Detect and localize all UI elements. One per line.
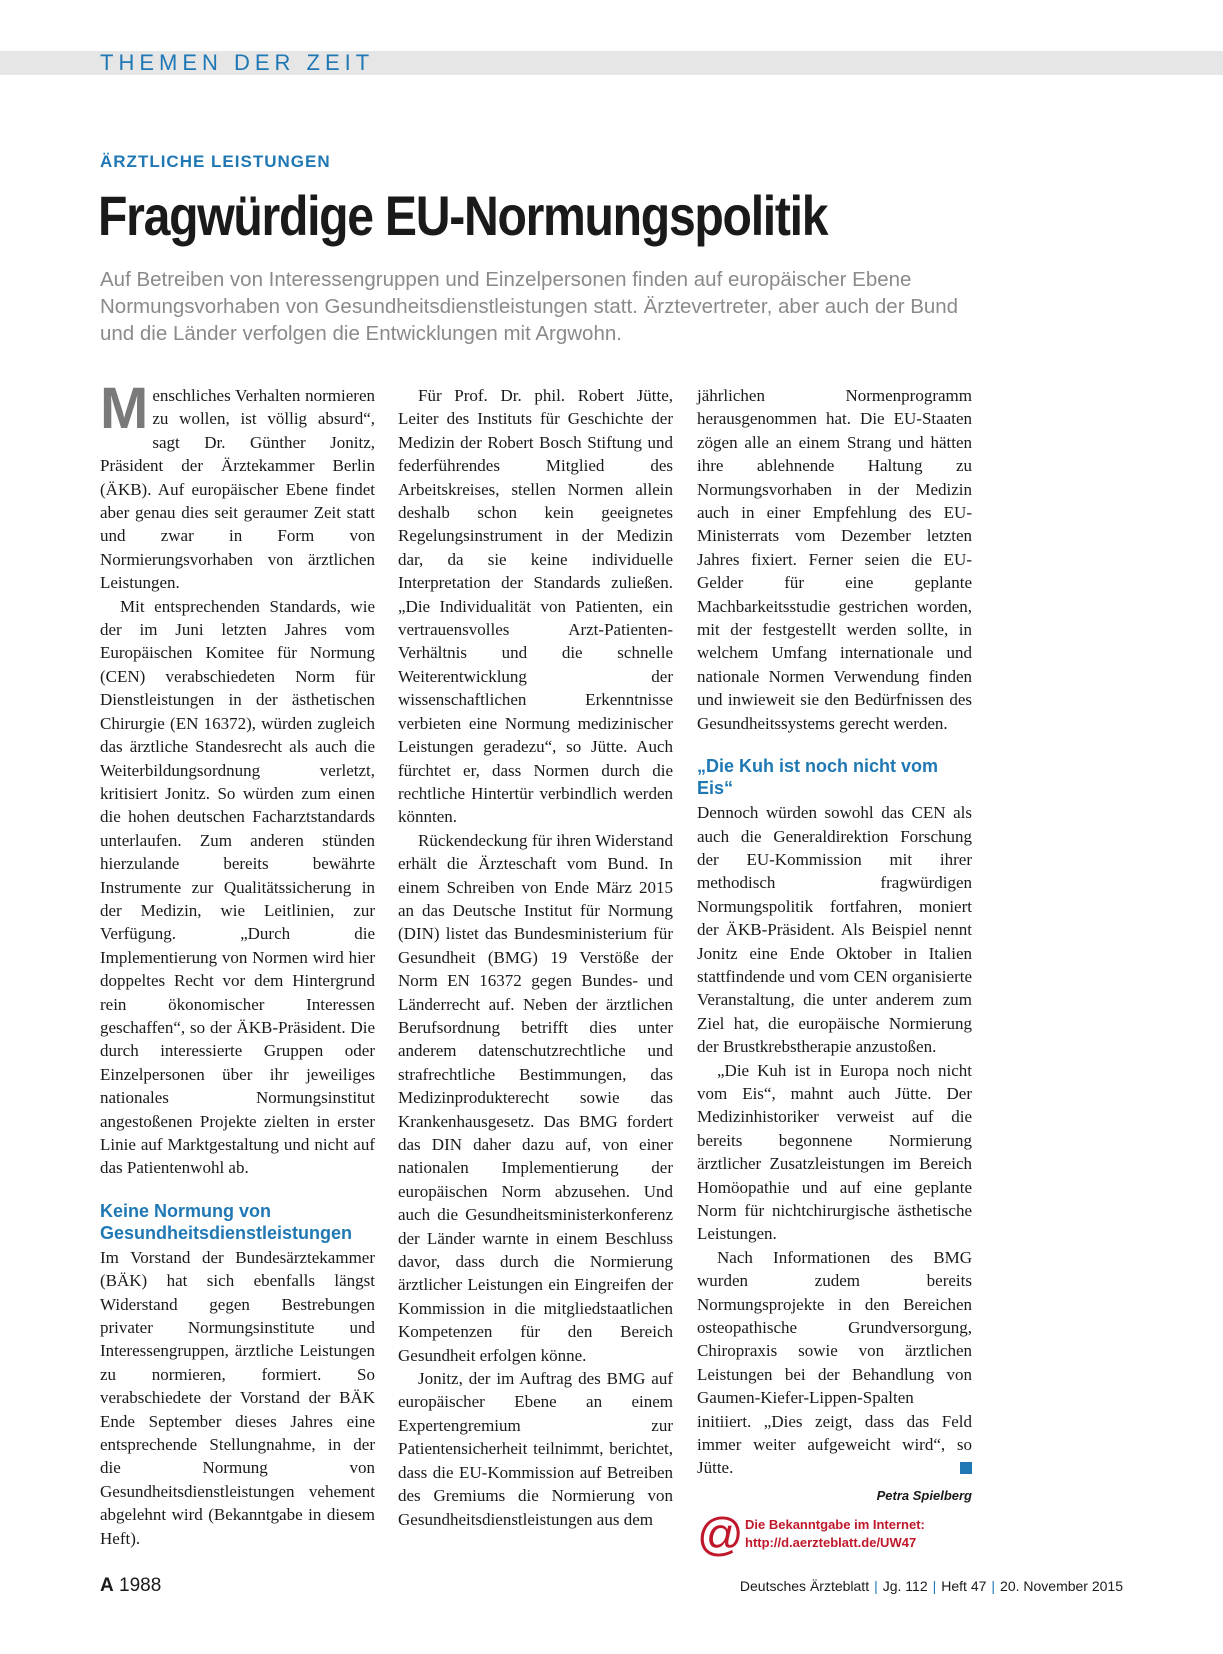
issue: Heft 47 [941, 1578, 987, 1594]
end-mark-icon [960, 1462, 972, 1474]
paragraph: Für Prof. Dr. phil. Robert Jütte, Leiter des Instituts für Geschichte der Medizin der Robert Bosch Stiftung und federführendes Mitglied des Arbeitskreises, stellen Normen allein deshalb schon kein geeignetes Regelungsinstrument in der Medizin dar, da sie keine individuelle Interpretation der Standards zuließen. „Die Individualität von Patienten, ein vertrauensvolles Arzt-Patienten-Verhältnis und die schnelle Weiterentwicklung der wissenschaftlichen Erkenntnisse verbieten eine Normung medizinischer Leistungen geradezu“, so Jütte. Auch fürchtet er, dass Normen durch die rechtliche Hintertür verbindlich werden könnten. [398, 386, 673, 827]
web-link-text [745, 1516, 925, 1552]
date: 20. November 2015 [1000, 1578, 1123, 1594]
paragraph: Rückendeckung für ihren Widerstand erhält die Ärzteschaft vom Bund. In einem Schreiben von Ende März 2015 an das Deutsche Institut für Normung (DIN) listet das Bundesministerium für Gesundheit (BMG) 19 Verstöße der Norm EN 16372 gegen Bundes- und Länderrecht auf. Neben der ärztlichen Berufsordnung betrifft dies unter anderem datenschutzrechtliche und strafrechtliche Bestimmungen, das Medizinprodukterecht sowie das Krankenhausgesetz. Das BMG fordert das DIN daher dazu auf, von einer nationalen Implementierung der europäischen Norm abzusehen. Und auch die Gesundheitsministerkonferenz der Länder warnte in einem Beschluss davor, dass durch die Normierung ärztlicher Leistungen ein Eingreifen der Kommission in die mitgliedstaatlichen Kompetenzen für den Bereich Gesundheit erfolgen könne. [398, 830, 673, 1365]
column-3 [697, 384, 972, 1507]
headline: Fragwürdige EU-Normungspolitik [98, 184, 828, 247]
paragraph-text: Nach Informationen des BMG wurden zudem bereits Normungsprojekte in den Bereichen osteopathische Grundversorgung, Chiropraxis sowie von ärztlichen Leistungen bei der Behandlung von Gaumen-Kiefer-Lippen-Spalten initiiert. „Dies zeigt, dass das Feld immer weiter aufgeweicht wird“, so Jütte. [697, 1247, 972, 1478]
page-number-value: 1988 [119, 1575, 162, 1596]
web-link-box[interactable] [697, 1508, 972, 1560]
page-number [100, 1575, 161, 1597]
kicker: ÄRZTLICHE LEISTUNGEN [100, 152, 331, 171]
paragraph: jährlichen Normenprogramm herausgenommen hat. Die EU-Staaten zögen alle an einem Strang und hätten ihre ablehnende Haltung zu Normungsvorhaben in der Medizin auch in einer Empfehlung des EU-Ministerrats vom Dezember letzten Jahres fixiert. Ferner seien die EU-Gelder für eine geplante Machbarkeitsstudie gestrichen worden, mit der festgestellt werden sollte, in welchem Umfang internationale und nationale Normen Verwendung finden und inwieweit sie den Bedürfnissen des Gesundheitssystems gerecht werden. [697, 386, 972, 733]
web-link-url[interactable]: http://d.aerzteblatt.de/UW47 [745, 1535, 917, 1550]
web-link-label: Die Bekanntgabe im Internet: [745, 1517, 925, 1532]
subheading: „Die Kuh ist noch nicht vom Eis“ [697, 756, 939, 799]
at-icon: @ [697, 1508, 744, 1560]
dropcap: M [100, 376, 149, 441]
subheading: Keine Normung von Gesundheitsdienstleistungen [100, 1200, 353, 1243]
section-bar [0, 51, 1223, 75]
paragraph: Im Vorstand der Bundesärztekammer (BÄK) hat sich ebenfalls längst Widerstand gegen Bestrebungen privater Normungsinstitute und Interessengruppen, ärztliche Leistungen zu normieren, formiert. So verabschiedete der Vorstand der BÄK Ende September dieses Jahres eine entsprechende Stellungnahme, in der die Normung von Gesundheitsdienstleistungen vehement abgelehnt wird (Bekanntgabe in diesem Heft). [100, 1247, 375, 1548]
column-1 [100, 376, 375, 1550]
paragraph: Dennoch würden sowohl das CEN als auch die Generaldirektion Forschung der EU-Kommission mit ihrer methodisch fragwürdigen Normungspolitik fortfahren, moniert der ÄKB-Präsident. Als Beispiel nennt Jonitz eine Ende Oktober in Italien stattfindende und vom CEN organisierte Veranstaltung, die unter anderem zum Ziel hat, die europäische Normierung der Brustkrebstherapie anzustoßen. [697, 803, 972, 1057]
paragraph: Mit entsprechenden Standards, wie der im Juni letzten Jahres vom Europäischen Komitee für Normung (CEN) verabschiedeten Norm für Dienstleistungen in der ästhetischen Chirurgie (EN 16372), würden zugleich das ärztliche Standesrecht als auch die Weiterbildungsordnung verletzt, kritisiert Jonitz. So würden zum einen die hohen deutschen Facharztstandards unterlaufen. Zum anderen stünden hierzulande bereits bewährte Instrumente zur Qualitätssicherung in der Medizin, wie Leitlinien, zur Verfügung. „Durch die Implementierung von Normen wird hier doppeltes Recht vor dem Hintergrund rein ökonomischer Interessen geschaffen“, so der ÄKB-Präsident. Die durch interessierte Gruppen oder Einzelpersonen über ihr jeweiliges nationales Normungsinstitut angestoßenen Projekte zielten in erster Linie auf Marktgestaltung und nicht auf das Patientenwohl ab. [100, 596, 375, 1178]
journal-name: Deutsches Ärzteblatt [739, 1578, 870, 1594]
author: Petra Spielberg [876, 1487, 972, 1503]
lead-paragraph: Auf Betreiben von Interessengruppen und Einzelpersonen finden auf europäischer Ebene Normungsvorhaben von Gesundheitsdienstleistungen statt. Ärztevertreter, aber auch der Bund und die Länder verfolgen die Entwicklungen mit Argwohn. [100, 268, 959, 345]
paragraph-text: enschliches Verhalten normieren zu wollen, ist völlig absurd“, sagt Dr. Günther Jonitz, Präsident der Ärztekammer Berlin (ÄKB). Auf europäischer Ebene findet aber genau dies seit geraumer Zeit statt und zwar in Form von Normierungsvorhaben von ärztlichen Leistungen. [100, 386, 375, 593]
volume: Jg. 112 [882, 1578, 928, 1594]
paragraph [697, 1246, 972, 1480]
section-label: THEMEN DER ZEIT [100, 50, 375, 75]
paragraph: „Die Kuh ist in Europa noch nicht vom Eis“, mahnt auch Jütte. Der Medizinhistoriker verweist auf die bereits begonnene Normierung ärztlicher Zusatzleistungen im Bereich Homöopathie und auf eine geplante Norm für nichtchirurgische ästhetische Leistungen. [697, 1060, 972, 1244]
paragraph: Jonitz, der im Auftrag des BMG auf europäischer Ebene an einem Expertengremium zur Patientensicherheit teilnimmt, berichtet, dass die EU-Kommission auf Betreiben des Gremiums die Normierung von Gesundheitsdienstleistungen aus dem [398, 1369, 673, 1529]
page-prefix: A [100, 1575, 114, 1596]
footer-info: Deutsches Ärzteblatt | Jg. 112 | Heft 47 | 20. November 2015 [739, 1578, 1123, 1594]
column-2 [398, 384, 673, 1531]
paragraph [100, 376, 375, 595]
